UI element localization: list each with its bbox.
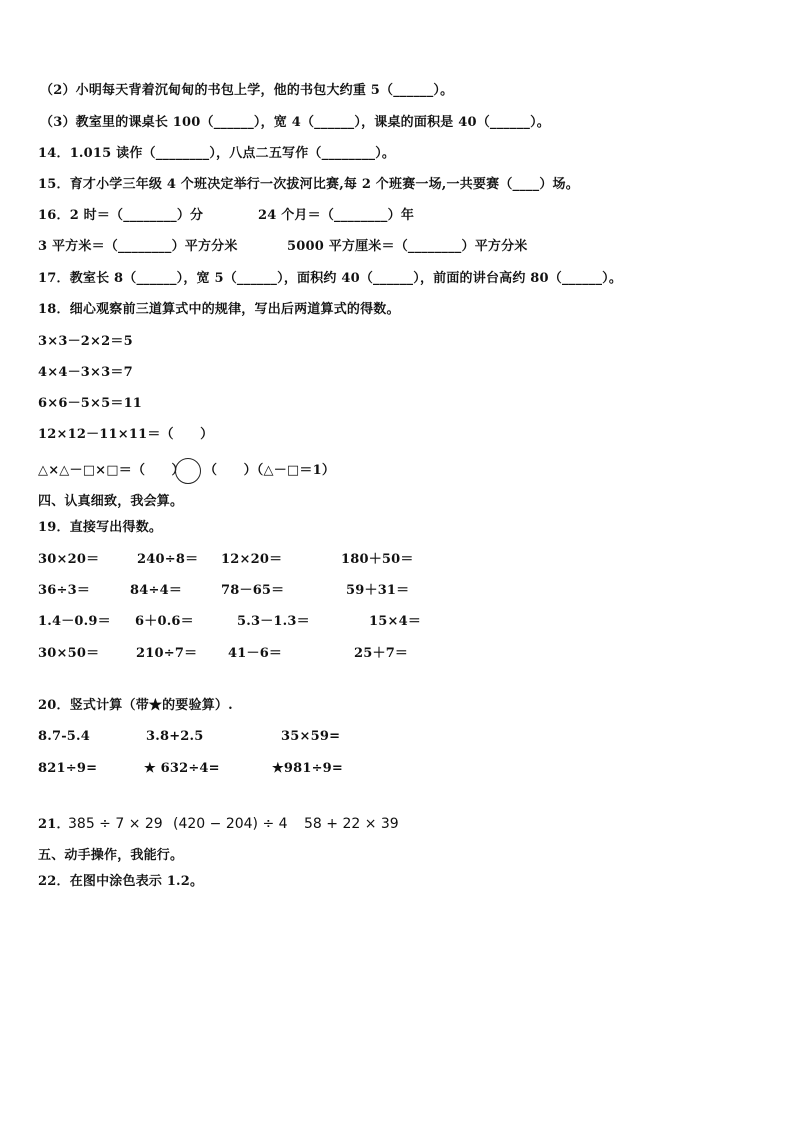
q18-line-2: 4×4－3×3＝7 <box>38 365 133 380</box>
q16-part-c: 3 平方米＝（________）平方分米 <box>38 239 238 254</box>
q18-title: 18．细心观察前三道算式中的规律，写出后两道算式的得数。 <box>38 302 400 317</box>
q19-r1-c4: 180＋50＝ <box>341 552 414 567</box>
q19-r3-c3: 5.3－1.3＝ <box>237 614 310 629</box>
q19-r3-c4: 15×4＝ <box>369 614 422 629</box>
q20-r1-c3: 35×59= <box>281 729 341 744</box>
q22-text: 22．在图中涂色表示 1.2。 <box>38 874 204 889</box>
q18-line-5b: （ ）（△－□＝1） <box>204 463 336 478</box>
q20-r2-c2: ★ 632÷4= <box>144 761 220 776</box>
q19-r2-c1: 36÷3＝ <box>38 583 91 598</box>
q21-expr-1: 385 ÷ 7 × 29 <box>68 816 163 832</box>
q19-r4-c4: 25＋7＝ <box>354 646 409 661</box>
q16-part-a: 16．2 时＝（________）分 <box>38 208 204 223</box>
q16-part-b: 24 个月＝（________）年 <box>258 208 415 223</box>
q18-line-1: 3×3－2×2＝5 <box>38 334 133 349</box>
q19-r1-c2: 240÷8＝ <box>137 552 199 567</box>
q16-part-d: 5000 平方厘米＝（________）平方分米 <box>287 239 528 254</box>
q19-r3-c2: 6＋0.6＝ <box>135 614 194 629</box>
q19-r4-c2: 210÷7＝ <box>136 646 198 661</box>
q20-r2-c1: 821÷9= <box>38 761 98 776</box>
q19-r1-c3: 12×20＝ <box>221 552 283 567</box>
q18-line-3: 6×6－5×5＝11 <box>38 396 143 411</box>
answer-circle <box>175 458 201 484</box>
q19-r4-c1: 30×50＝ <box>38 646 100 661</box>
q20-r1-c2: 3.8+2.5 <box>146 729 204 744</box>
q12-part2: （2）小明每天背着沉甸甸的书包上学，他的书包大约重 5（______）。 <box>40 83 454 98</box>
q21-expr-2: (420 − 204) ÷ 4 <box>173 816 288 832</box>
q19-title: 19．直接写出得数。 <box>38 520 163 535</box>
q20-title: 20．竖式计算（带★的要验算）. <box>38 698 233 713</box>
q17-text: 17．教室长 8（______），宽 5（______），面积约 40（______），前面的讲台高约 80（______）。 <box>38 271 623 286</box>
q19-r3-c1: 1.4－0.9＝ <box>38 614 111 629</box>
q20-r1-c1: 8.7-5.4 <box>38 729 91 744</box>
q19-r2-c4: 59＋31＝ <box>346 583 410 598</box>
q18-line-4: 12×12－11×11＝（ ） <box>38 427 214 442</box>
q19-r4-c3: 41－6＝ <box>228 646 283 661</box>
q18-line-5a: △×△－□×□＝（ ） <box>38 463 185 478</box>
q15-text: 15．育才小学三年级 4 个班决定举行一次拔河比赛,每 2 个班赛一场,一共要赛（____）场。 <box>38 177 579 192</box>
q14-text: 14．1.015 读作（________），八点二五写作（________）。 <box>38 146 396 161</box>
q21-label: 21． <box>38 817 70 832</box>
q12-part3: （3）教室里的课桌长 100（______），宽 4（______），课桌的面积是 40（______）。 <box>40 115 550 130</box>
q19-r1-c1: 30×20＝ <box>38 552 100 567</box>
section-4-heading: 四、认真细致，我会算。 <box>38 494 184 509</box>
section-5-heading: 五、动手操作，我能行。 <box>38 848 184 863</box>
q20-r2-c3: ★981÷9= <box>272 761 344 776</box>
q21-expr-3: 58 + 22 × 39 <box>304 816 399 832</box>
q19-r2-c3: 78－65＝ <box>221 583 285 598</box>
q19-r2-c2: 84÷4＝ <box>130 583 183 598</box>
